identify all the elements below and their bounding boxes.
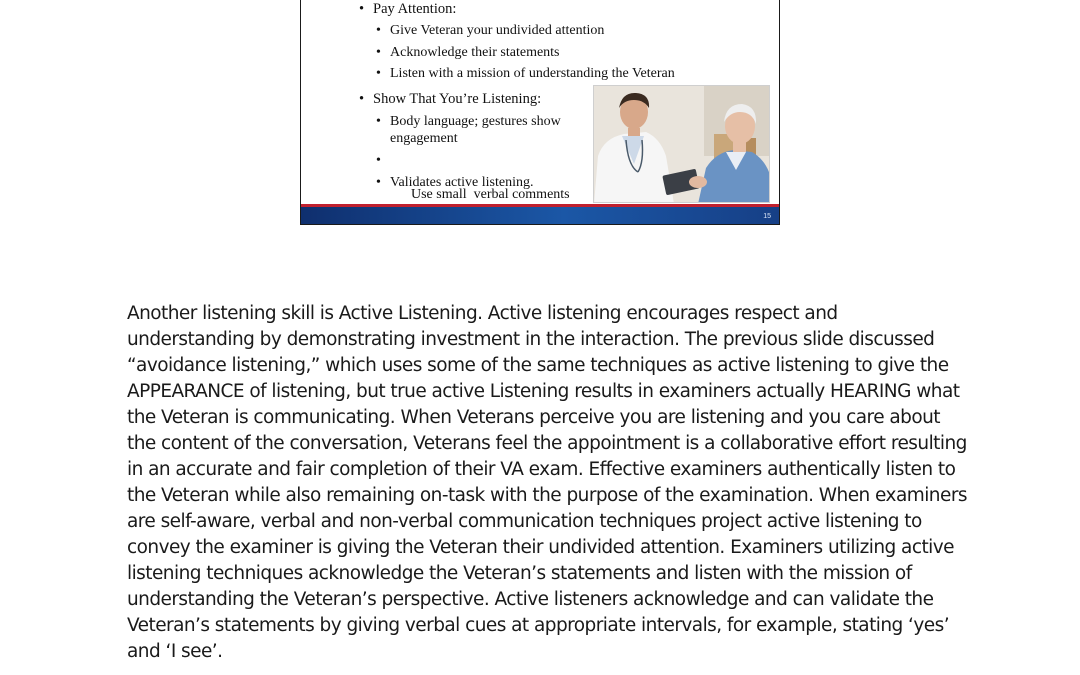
bullet-marker: • bbox=[376, 114, 381, 129]
slide-thumbnail bbox=[300, 0, 780, 225]
bullet-item bbox=[376, 174, 610, 191]
bullet-item-text: Acknowledge their statements bbox=[390, 45, 560, 60]
bullet-heading-text: Pay Attention: bbox=[373, 1, 457, 17]
bullet-heading-pay-attention bbox=[359, 1, 457, 18]
bullet-heading-show-listening bbox=[359, 91, 542, 108]
bullet-marker: • bbox=[376, 175, 381, 190]
bullet-item-text: Use small verbal comments bbox=[411, 187, 570, 202]
bullet-item-text: Give Veteran your undivided attention bbox=[390, 23, 605, 38]
bullet-item bbox=[376, 44, 750, 61]
bullet-marker: • bbox=[376, 45, 381, 60]
bullet-item-text: Body language; gestures show engagement bbox=[390, 114, 561, 146]
doctor-with-patient-photo bbox=[593, 85, 770, 203]
speaker-notes-paragraph: Another listening skill is Active Listening. Active listening encourages respect and understanding by demonstrating investment in the interaction. The previous slide discussed “avoidance listening,” which uses some of the same techniques as active listening to give the APPEARANCE of listening, but true active Listening results in examiners actually HEARING what the Veteran is communicating. When Veterans perceive you are listening and you care about the content of the conversation, Veterans feel the appointment is a collaborative effort resulting in an accurate and fair completion of their VA exam. Effective examiners authentically listen to the Veteran while also remaining on-task with the purpose of the examination. When examiners are self-aware, verbal and non-verbal communication techniques project active listening to convey the examiner is giving the Veteran their undivided attention. Examiners utilizing active listening techniques acknowledge the Veteran’s statements and listen with the mission of understanding the Veteran’s perspective. Active listeners acknowledge and can validate the Veteran’s statements by giving verbal cues at appropriate intervals, for example, stating ‘yes’ and ‘I see’. bbox=[127, 303, 967, 662]
bullet-item bbox=[376, 22, 750, 39]
bullet-item-text: Listen with a mission of understanding the Veteran bbox=[390, 66, 675, 81]
bullet-heading-text: Show That You’re Listening: bbox=[373, 91, 542, 107]
bullet-marker: • bbox=[376, 153, 381, 168]
bullet-marker: • bbox=[376, 23, 381, 38]
bullet-item bbox=[376, 113, 595, 147]
slide-footer-bar bbox=[301, 207, 779, 224]
bullet-marker: • bbox=[359, 91, 365, 107]
bullet-marker: • bbox=[376, 66, 381, 81]
bullet-marker: • bbox=[359, 1, 365, 17]
bullet-item bbox=[376, 65, 770, 82]
slide-number: 15 bbox=[763, 213, 771, 220]
bullet-item-text: Validates active listening. bbox=[390, 175, 534, 190]
